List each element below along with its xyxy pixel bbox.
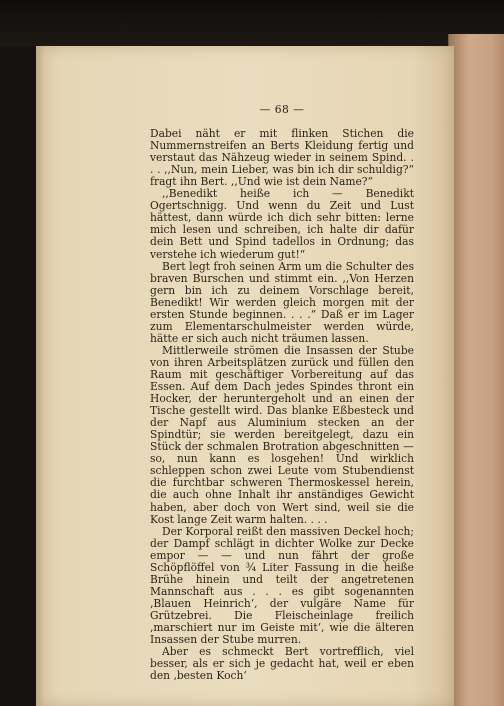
background: [0, 0, 504, 46]
paragraph-6: Aber es schmeckt Bert vortrefflich, viel besser, als er sich je gedacht hat, weil er eben den ‚besten Koch‘: [150, 645, 414, 683]
paragraph-5: Der Korporal reißt den massiven Deckel hoch; der Dampf schlägt in dichter Wolke zur Decke empor — — und nun fährt der große Schöpflöffel von ¾ Liter Fassung in die heiße Brühe hinein und teilt der angetretenen Mannschaft aus . . . es gibt sogenannten ‚Blauen Heinrich‘, der vulgäre Name für Grützebrei. Die Fleischeinlage freilich ‚marschiert nur im Geiste mit‘, wie die älteren Insassen der Stube murren.: [150, 524, 414, 647]
paragraph-2: ,,Benedikt heiße ich — Benedikt Ogertschnigg. Und wenn du Zeit und Lust hättest, dann würde ich dich sehr bitten: lerne mich lesen und schreiben, ich halte dir dafür dein Bett und Spind tadellos in Ordnung; das verstehe ich wiederum gut!“: [150, 187, 414, 261]
page-text-block: [150, 104, 414, 682]
paragraph-4: Mittlerweile strömen die Insassen der Stube von ihren Arbeitsplätzen zurück und füllen den Raum mit geschäftiger Vorbereitung auf das Essen. Auf dem Dach jedes Spindes thront ein Hocker, der heruntergeholt und an einen der Tische gestellt wird. Das blanke Eßbesteck und der Napf aus Aluminium stecken an der Spindtür; sie werden bereitgelegt, dazu ein Stück der schmalen Brotration abgeschnitten — so, nun kann es losgehen! Und wirklich schleppen schon zwei Leute vom Stubendienst die furchtbar schweren Thermoskessel herein, die auch ohne Inhalt ihr anständiges Gewicht haben, aber doch von Wert sind, weil sie die Kost lange Zeit warm halten. . . .: [150, 343, 414, 526]
page-number: — 68 —: [259, 103, 305, 116]
paragraph-3: Bert legt froh seinen Arm um die Schulter des braven Burschen und stimmt ein. ,,Von Herzen gern bin ich zu deinem Vorschlage bereit, Benedikt! Wir werden gleich morgen mit der ersten Stunde beginnen. . . .“ Daß er im Lager zum Elementarschulmeister werden würde, hätte er sich auch nicht träumen lassen.: [150, 259, 414, 345]
page-gutter: [36, 46, 44, 706]
paragraph-1: Dabei näht er mit flinken Stichen die Nummernstreifen an Berts Kleidung fertig und verstaut das Nähzeug wieder in seinem Spind. . . . ,,Nun, mein Lieber, was bin ich dir schuldig?“ fragt ihn Bert. ,,Und wie ist dein Name?“: [150, 127, 414, 189]
